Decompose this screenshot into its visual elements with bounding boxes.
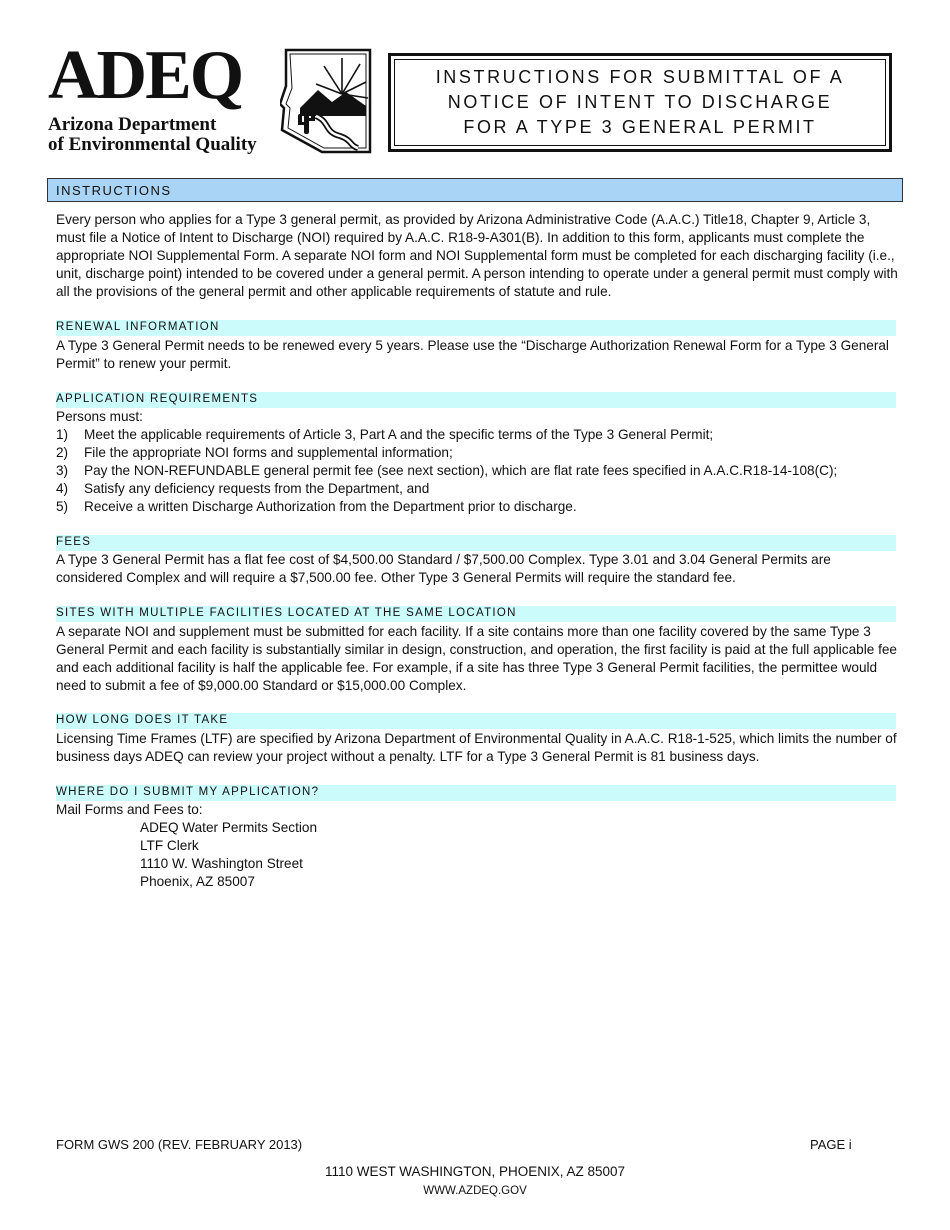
instructions-header [47,178,903,202]
title-line-3: FOR A TYPE 3 GENERAL PERMIT [463,117,817,137]
renewal-body: A Type 3 General Permit needs to be renewed every 5 years. Please use the “Discharge Authorization Renewal Form for a Type 3 General Permit” to renew your permit. [56,338,889,371]
submit-intro: Mail Forms and Fees to: [56,802,203,817]
requirements-list [56,426,898,516]
logo-line-1: Arizona Department [48,114,217,135]
list-item: 2) File the appropriate NOI forms and supplemental information; [56,445,453,460]
how-long-header [56,713,896,729]
application-intro: Persons must: [56,409,143,424]
instructions-section [56,211,898,301]
address-line: ADEQ Water Permits Section [140,820,318,835]
fees-header [56,535,896,551]
address-line: Phoenix, AZ 85007 [140,874,255,889]
renewal-heading: RENEWAL INFORMATION [56,321,220,333]
footer-website: WWW.AZDEQ.GOV [423,1185,527,1197]
address-line: 1110 W. Washington Street [140,856,303,871]
multiple-facilities-heading: SITES WITH MULTIPLE FACILITIES LOCATED AT THE SAME LOCATION [56,607,517,619]
fees-section [56,551,898,587]
fees-body: A Type 3 General Permit has a flat fee cost of $4,500.00 Standard / $7,500.00 Complex. Type 3.01 and 3.04 General Permits are considered Complex and will require a $7,500.00 fee. Other Type 3 General Permits will require the standard fee. [56,552,831,585]
application-section [56,408,898,516]
instructions-heading: INSTRUCTIONS [56,183,172,198]
list-item: 3) Pay the NON-REFUNDABLE general permit fee (see next section), which are flat rate fees specified in A.A.C.R18-14-108(C); [56,463,838,478]
arizona-state-map-icon [280,46,373,156]
page-number: PAGE i [810,1137,852,1152]
title-line-1: INSTRUCTIONS FOR SUBMITTAL OF A [435,67,845,87]
list-item: 1) Meet the applicable requirements of Article 3, Part A and the specific terms of the Type 3 General Permit; [56,427,714,442]
title-line-2: NOTICE OF INTENT TO DISCHARGE [447,92,833,112]
application-header [56,392,896,408]
submit-heading: WHERE DO I SUBMIT MY APPLICATION? [56,786,320,798]
multiple-facilities-body: A separate NOI and supplement must be submitted for each facility. If a site contains more than one facility covered by the same Type 3 General Permit and each facility is substantially similar in design, construction, and operation, the first facility is paid at the full applicable fee and each additional facility is half the applicable fee. For example, if a site has three Type 3 General Permit facilities, the permittee would need to submit a fee of $9,000.00 Standard or $15,000.00 Complex. [56,624,897,693]
fees-heading: FEES [56,536,92,548]
instructions-body: Every person who applies for a Type 3 general permit, as provided by Arizona Administrative Code (A.A.C.) Title18, Chapter 9, Article 3, must file a Notice of Intent to Discharge (NOI) required by A.A.C. R18-9-A301(B). In addition to this form, applicants must complete the appropriate NOI Supplemental Form. A separate NOI form and NOI Supplemental form must be completed for each discharging facility (i.e., unit, discharge point) intended to be covered under a general permit. A person intending to operate under a general permit must comply with all the provisions of the general permit and other applicable requirements of statute and rule. [56,212,898,299]
list-item: 5) Receive a written Discharge Authorization from the Department prior to discharge. [56,499,577,514]
how-long-section [56,730,898,766]
submit-header [56,785,896,801]
renewal-section [56,337,898,373]
submit-section [56,801,898,891]
form-title-box [388,53,892,152]
footer-address: 1110 WEST WASHINGTON, PHOENIX, AZ 85007 [324,1164,626,1179]
list-item: 4) Satisfy any deficiency requests from the Department, and [56,481,430,496]
renewal-header [56,320,896,336]
adeq-logo [48,37,373,158]
mailing-address [56,819,898,891]
address-line: LTF Clerk [140,838,199,853]
multiple-facilities-header [56,606,896,622]
how-long-heading: HOW LONG DOES IT TAKE [56,714,229,726]
application-heading: APPLICATION REQUIREMENTS [56,393,259,405]
logo-line-2: of Environmental Quality [48,134,257,155]
how-long-body: Licensing Time Frames (LTF) are specified by Arizona Department of Environmental Quality in A.A.C. R18-1-525, which limits the number of business days ADEQ can review your project without a penalty. LTF for a Type 3 General Permit is 81 business days. [56,731,897,764]
form-number: FORM GWS 200 (REV. FEBRUARY 2013) [56,1137,303,1152]
multiple-facilities-section [56,623,898,695]
logo-acronym: ADEQ [48,37,243,114]
